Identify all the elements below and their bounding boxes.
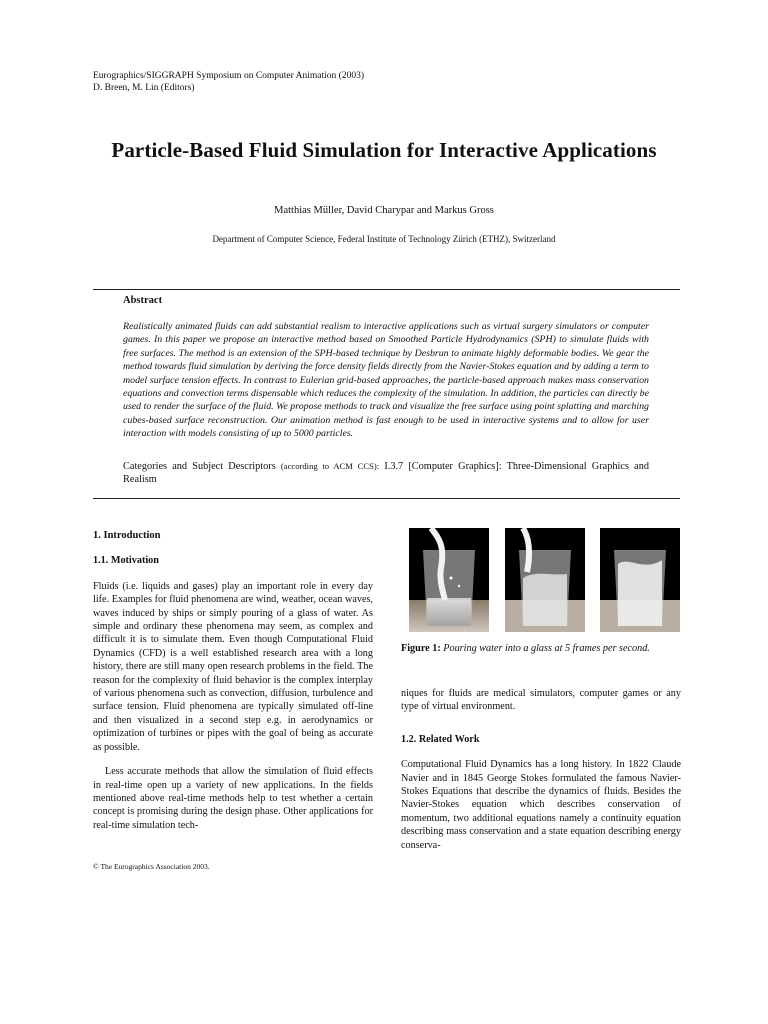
related-work-heading: 1.2. Related Work — [401, 733, 480, 745]
authors: Matthias Müller, David Charypar and Markus Gross — [274, 205, 494, 216]
figure-frame-3 — [600, 528, 680, 632]
figure-label: Figure 1: — [401, 643, 441, 654]
categories-text: I.3.7 [Computer Graphics]: Three-Dimensional Graphics and Realism — [123, 461, 649, 486]
figure-1 — [409, 528, 680, 632]
figure-frame-1 — [409, 528, 489, 632]
categories — [123, 460, 649, 487]
categories-paren: (according to ACM CCS): — [280, 461, 380, 471]
motivation-paragraph-1: Fluids (i.e. liquids and gases) play an important role in every day life. Examples for fluid phenomena are wind, weather, ocean waves, waves induced by ships or simply pouring of a glass of water. As simple and ordinary these phenomena may seem, as complex and difficult it is to simulate them. Even though Computational Fluid Dynamics (CFD) is a well established research area with a long history, there are still many open research problems in the field. The reason for the complexity of fluid behavior is the complex interplay of various phenomena such as convection, diffusion, turbulence and surface tension. Fluid phenomena are typically simulated off-line and then visualized in a second step e.g. in aerodynamics or optimization of turbines or pipes with the goal of being as accurate as possible. — [93, 580, 373, 753]
figure-caption-text: Pouring water into a glass at 5 frames per second. — [443, 643, 650, 654]
abstract-text: Realistically animated fluids can add substantial realism to interactive applications such as virtual surgery simulators or computer games. In this paper we propose an interactive method based on Smoothed Particle Hydrodynamics (SPH) to simulate fluids with free surfaces. The method is an extension of the SPH-based technique by Desbrun to animate highly deformable bodies. We gear the method towards fluid simulation by deriving the force density fields directly from the Navier-Stokes equation and by adding a term to model surface tension effects. In contrast to Eulerian grid-based approaches, the particle-based approach makes mass conservation equations and convection terms dispensable which reduces the complexity of the simulation. In addition, the particles can directly be used to render the surface of the fluid. We propose methods to track and visualize the free surface using point splatting and marching cubes-based surface reconstruction. Our animation method is fast enough to be used in interactive systems and to allow for user interaction with models consisting of up to 5000 particles. — [123, 321, 649, 440]
abstract-top-rule — [93, 289, 680, 290]
venue-line-2: D. Breen, M. Lin (Editors) — [93, 83, 195, 93]
paper-title: Particle-Based Fluid Simulation for Interactive Applications — [111, 138, 657, 162]
copyright-notice: © The Eurographics Association 2003. — [93, 862, 210, 871]
venue-line-1: Eurographics/SIGGRAPH Symposium on Computer Animation (2003) — [93, 71, 365, 81]
related-work-paragraph-1: Computational Fluid Dynamics has a long history. In 1822 Claude Navier and in 1845 George Stokes formulated the famous Navier-Stokes Equations that describe the dynamics of fluids. Besides the Navier-Stokes equation which describes conservation of momentum, two additional equations namely a continuity equation describing mass conservation and a state equation describing energy conserva- — [401, 759, 681, 851]
intro-heading: 1. Introduction — [93, 530, 161, 541]
categories-label: Categories and Subject Descriptors — [123, 461, 276, 472]
motivation-heading: 1.1. Motivation — [93, 555, 159, 567]
figure-frame-2 — [505, 528, 585, 632]
abstract-heading: Abstract — [123, 295, 163, 306]
left-column — [93, 529, 373, 832]
figure-1-caption — [401, 642, 681, 655]
affiliation: Department of Computer Science, Federal Institute of Technology Zürich (ETHZ), Switzerland — [212, 234, 556, 244]
abstract-bottom-rule — [93, 498, 680, 499]
venue-header — [93, 70, 364, 94]
motivation-paragraph-2: Less accurate methods that allow the simulation of fluid effects in real-time open up a variety of new applications. In the fields mentioned above real-time methods help to test whether a certain concept is promising during the design phase. Other applications for real-time simulation tech- — [93, 766, 373, 831]
motivation-paragraph-2-continued: niques for fluids are medical simulators, computer games or any type of virtual environment. — [401, 688, 681, 713]
right-column — [401, 687, 681, 852]
